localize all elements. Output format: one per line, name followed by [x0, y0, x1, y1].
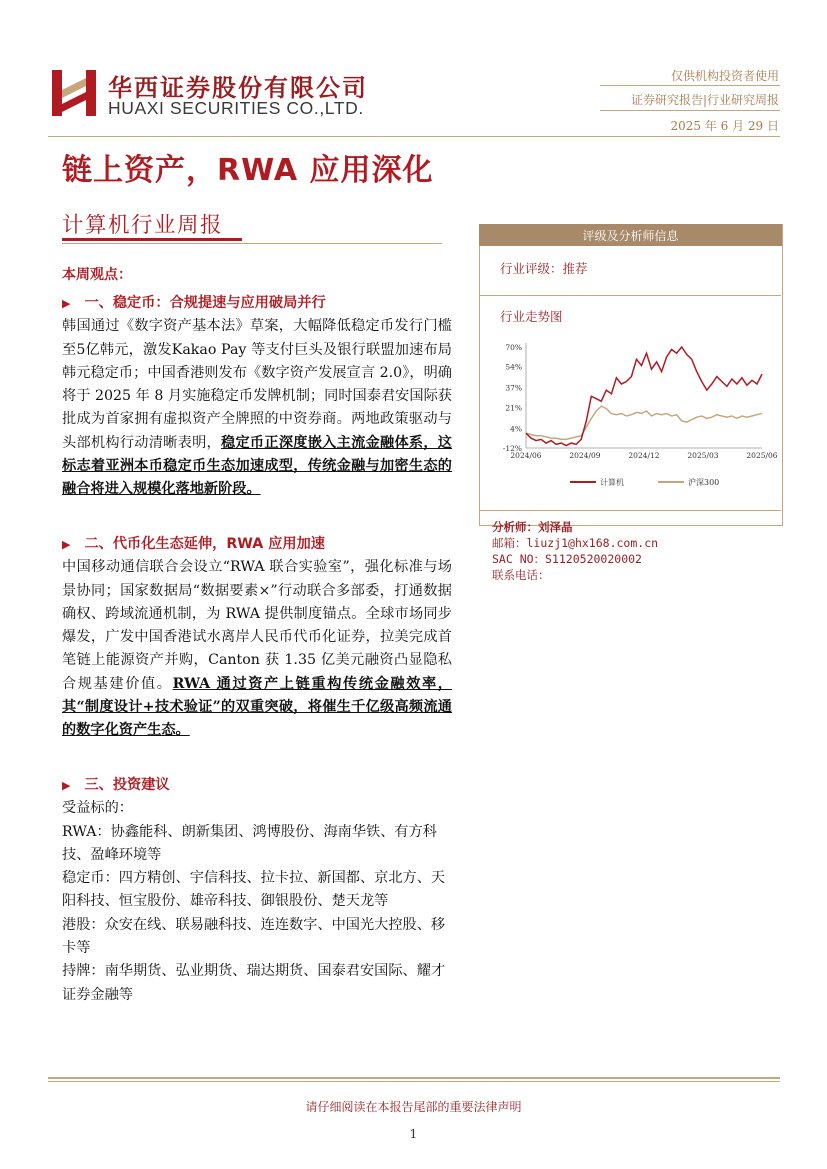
rating-panel-title: 评级及分析师信息	[582, 229, 679, 243]
header-divider	[48, 136, 780, 137]
recommendation-line: 稳定币：四方精创、宇信科技、拉卡拉、新国都、京北方、天阳科技、恒宝股份、雄帝科技、御银股份、楚天龙等	[62, 870, 446, 910]
report-date: 2025 年 6 月 29 日	[670, 119, 779, 133]
section-2	[62, 533, 452, 743]
legend-label: 计算机	[600, 478, 624, 487]
triangle-bullet-icon: ▶	[62, 779, 71, 792]
page-title: 链上资产，RWA 应用深化	[62, 153, 434, 188]
x-tick-label: 2024/12	[628, 451, 660, 460]
audience-note: 仅供机构投资者使用	[670, 69, 779, 83]
header-divider	[600, 85, 780, 86]
footer-rule	[48, 1077, 780, 1079]
series-line	[526, 406, 762, 439]
huaxi-logo	[52, 70, 96, 116]
legal-notice: 请仔细阅读在本报告尾部的重要法律声明	[305, 1100, 522, 1114]
recommendation-line: 港股：众安在线、联易融科技、连连数字、中国光大控股、移卡等	[62, 916, 446, 957]
analyst-phone: 联系电话：	[492, 568, 550, 582]
report-type: 证券研究报告|行业研究周报	[630, 93, 779, 107]
y-tick-label: 54%	[505, 362, 522, 372]
x-tick-label: 2025/03	[687, 451, 719, 460]
company-name-en: HUAXI SECURITIES CO.,LTD.	[108, 98, 364, 118]
footer-rule	[48, 1081, 780, 1082]
header-divider	[600, 110, 780, 111]
section-3-heading: ▶ 三、投资建议	[62, 777, 170, 793]
trend-chart-title: 行业走势图	[500, 309, 563, 324]
subtitle-rule	[62, 243, 442, 244]
section-2-heading: ▶ 二、代币化生态延伸，RWA 应用加速	[62, 536, 325, 552]
y-tick-label: -12%	[502, 444, 522, 453]
section-2-body: 中国移动通信联合会设立“RWA 联合实验室”，强化标准与场景协同；国家数据局“数据要素×”行动联合多部委，打通数据确权、跨域流通机制，为 RWA 提供制度锚点。全球市场同步爆发，广发中国香港试水离岸人民币代币化证券，拉美完成首笔链上能源资产并购，Canton 获 1.35 亿美元融资凸显隐私合规基建价值。RWA 通过资产上链重构传统金融效率，其“制度设计+技术验证”的双重突破，将催生千亿级高频流通的数字化资产生态。	[62, 559, 452, 739]
section-1-body: 韩国通过《数字资产基本法》草案，大幅降低稳定币发行门槛至5亿韩元，激发Kakao Pay 等支付巨头及银行联盟加速布局韩元稳定币；中国香港则发布《数字资产发展宣言 2.0》，明确将于 2025 年 8 月实施稳定币发牌机制；同时国泰君安国际获批成为首家拥有虚拟资产全牌照的中资券商。两地政策驱动与头部机构行动清晰表明，稳定币正深度嵌入主流金融体系，这标志着亚洲本币稳定币生态加速成型，传统金融与加密生态的融合将进入规模化落地新阶段。	[62, 318, 452, 498]
analyst-sac: SAC NO：S1120520020002	[492, 552, 642, 566]
section-1	[62, 292, 452, 502]
analyst-name: 分析师：刘泽晶	[492, 520, 573, 534]
x-tick-label: 2024/09	[569, 451, 601, 460]
y-tick-label: 70%	[505, 343, 522, 352]
y-tick-label: 4%	[510, 424, 522, 434]
page-number: 1	[409, 1127, 418, 1141]
section-2-emphasis: RWA 通过资产上链重构传统金融效率，其“制度设计+技术验证”的双重突破，将催生千亿级高频流通的数字化资产生态。	[62, 675, 452, 739]
legend-label: 沪深300	[688, 478, 720, 487]
section-3	[62, 774, 452, 1007]
company-name-cn: 华西证券股份有限公司	[108, 74, 368, 102]
trend-chart	[490, 335, 780, 495]
recommendation-line: 受益标的：	[62, 800, 133, 817]
recommendation-line: 持牌：南华期货、弘业期货、瑞达期货、国泰君安国际、耀才证券金融等	[62, 963, 446, 1003]
triangle-bullet-icon: ▶	[62, 297, 71, 310]
panel-divider	[480, 510, 781, 511]
triangle-bullet-icon: ▶	[62, 538, 71, 551]
analyst-email: 邮箱：liuzj1@hx168.com.cn	[492, 536, 659, 550]
x-tick-label: 2025/06	[746, 451, 778, 460]
recommendation-line: RWA：协鑫能科、朗新集团、鸿博股份、海南华铁、有方科技、盈峰环境等	[62, 823, 437, 863]
industry-rating: 行业评级：推荐	[500, 261, 588, 276]
y-tick-label: 21%	[505, 403, 522, 413]
panel-divider	[480, 295, 781, 296]
section-1-heading: ▶ 一、稳定币：合规提速与应用破局并行	[62, 295, 326, 311]
y-tick-label: 37%	[505, 383, 522, 393]
view-label: 本周观点：	[62, 267, 132, 283]
series-line	[526, 347, 762, 446]
page-subtitle: 计算机行业周报	[62, 213, 224, 238]
subtitle-underline	[62, 238, 242, 241]
section-1-emphasis: 稳定币正深度嵌入主流金融体系，这标志着亚洲本币稳定币生态加速成型，传统金融与加密生态的融合将进入规模化落地新阶段。	[62, 434, 452, 498]
x-tick-label: 2024/06	[510, 451, 542, 460]
